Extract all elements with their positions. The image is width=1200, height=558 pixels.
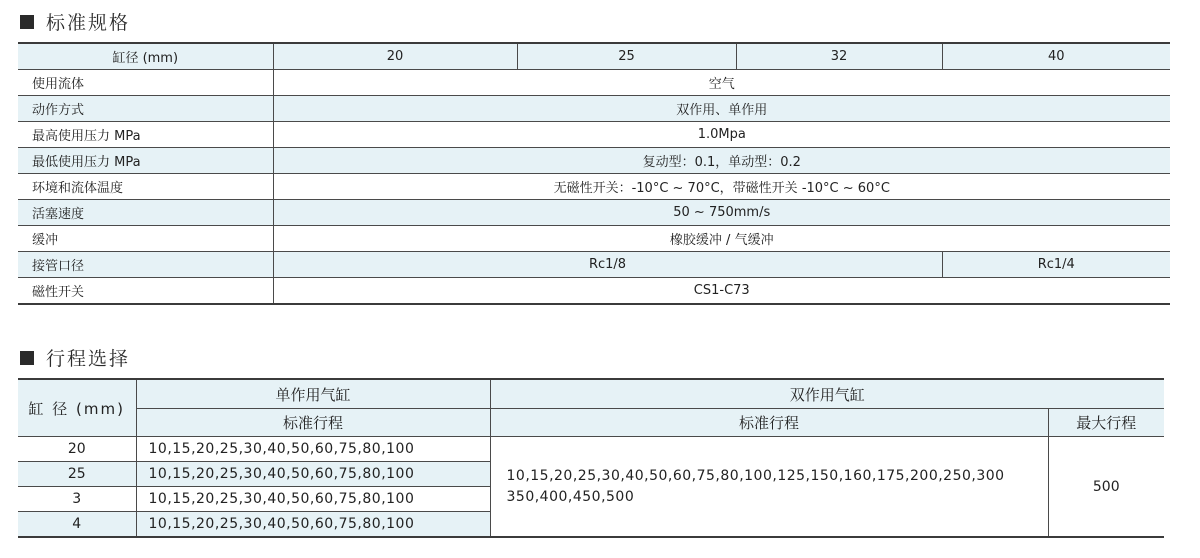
port-large-value: Rc1/4	[942, 252, 1170, 278]
spec-row-label: 环境和流体温度	[18, 174, 273, 200]
bore-header: 缸 径 (mm)	[18, 379, 136, 437]
stroke-bore: 25	[18, 462, 136, 487]
spec-row-value: 双作用、单作用	[273, 96, 1170, 122]
stroke-row	[18, 437, 1164, 462]
spec-row-value: CS1-C73	[693, 283, 750, 298]
spec-row-port	[18, 252, 1170, 278]
single-standard-stroke-header: 标准行程	[136, 409, 490, 437]
bore-header-label: 缸径 (mm)	[18, 43, 273, 70]
single-stroke-list: 10,15,20,25,30,40,50,60,75,80,100	[136, 487, 490, 512]
spec-row-value: 橡胶缓冲 / 气缓冲	[273, 226, 1170, 252]
double-stroke-line-1: 10,15,20,25,30,40,50,60,75,80,100,125,150,160,175,200,250,300	[506, 467, 1005, 484]
spec-row	[18, 200, 1170, 226]
spec-row-label: 接管口径	[18, 252, 273, 278]
bore-32: 32	[736, 43, 942, 70]
spec-row-value: 无磁性开关：-10°C ~ 70°C，带磁性开关 -10°C ~ 60°C	[273, 174, 1170, 200]
max-stroke-header: 最大行程	[1048, 409, 1164, 437]
single-stroke-list: 10,15,20,25,30,40,50,60,75,80,100	[136, 512, 490, 538]
double-stroke-list	[490, 437, 1048, 538]
spec-row-value: 50 ~ 750mm/s	[273, 200, 1170, 226]
section-square-icon	[20, 15, 34, 29]
double-standard-stroke-header: 标准行程	[490, 409, 1048, 437]
double-stroke-line-2: 350,400,450,500	[506, 488, 635, 505]
stroke-bore: 3	[18, 487, 136, 512]
stroke-bore: 4	[18, 512, 136, 538]
stroke-title-text: 行程选择	[46, 348, 131, 370]
spec-row-label: 使用流体	[18, 70, 273, 96]
max-stroke-value: 500	[1048, 437, 1164, 538]
stroke-subheader-row	[18, 409, 1164, 437]
stroke-table	[18, 378, 1164, 538]
spec-row-label: 动作方式	[18, 96, 273, 122]
spec-row-label: 缓冲	[18, 226, 273, 252]
spec-row	[18, 226, 1170, 252]
spec-row	[18, 70, 1170, 96]
spec-row-label: 活塞速度	[18, 200, 273, 226]
section-square-icon	[20, 351, 34, 365]
single-stroke-list: 10,15,20,25,30,40,50,60,75,80,100	[136, 437, 490, 462]
double-acting-header: 双作用气缸	[490, 379, 1164, 409]
spec-row	[18, 148, 1170, 174]
spec-row-value: 复动型：0.1，单动型：0.2	[273, 148, 1170, 174]
spec-row	[18, 122, 1170, 148]
spec-header-row	[18, 43, 1170, 70]
spec-table	[18, 42, 1170, 305]
spec-row	[18, 278, 1170, 305]
spec-section-title	[20, 8, 130, 35]
stroke-section-title	[20, 344, 130, 371]
stroke-bore: 20	[18, 437, 136, 462]
single-stroke-list: 10,15,20,25,30,40,50,60,75,80,100	[136, 462, 490, 487]
single-acting-header: 单作用气缸	[136, 379, 490, 409]
stroke-header-row	[18, 379, 1164, 409]
bore-40: 40	[942, 43, 1170, 70]
spec-row-value: 空气	[273, 70, 1170, 96]
port-small-value: Rc1/8	[273, 252, 942, 278]
spec-title-text: 标准规格	[46, 12, 131, 34]
bore-25: 25	[517, 43, 736, 70]
spec-row-label: 最高使用压力 MPa	[18, 122, 273, 148]
bore-20: 20	[273, 43, 517, 70]
spec-row-label: 最低使用压力 MPa	[18, 148, 273, 174]
spec-row-value: 1.0Mpa	[273, 122, 1170, 148]
spec-row	[18, 174, 1170, 200]
spec-row-label: 磁性开关	[18, 278, 273, 305]
spec-row	[18, 96, 1170, 122]
